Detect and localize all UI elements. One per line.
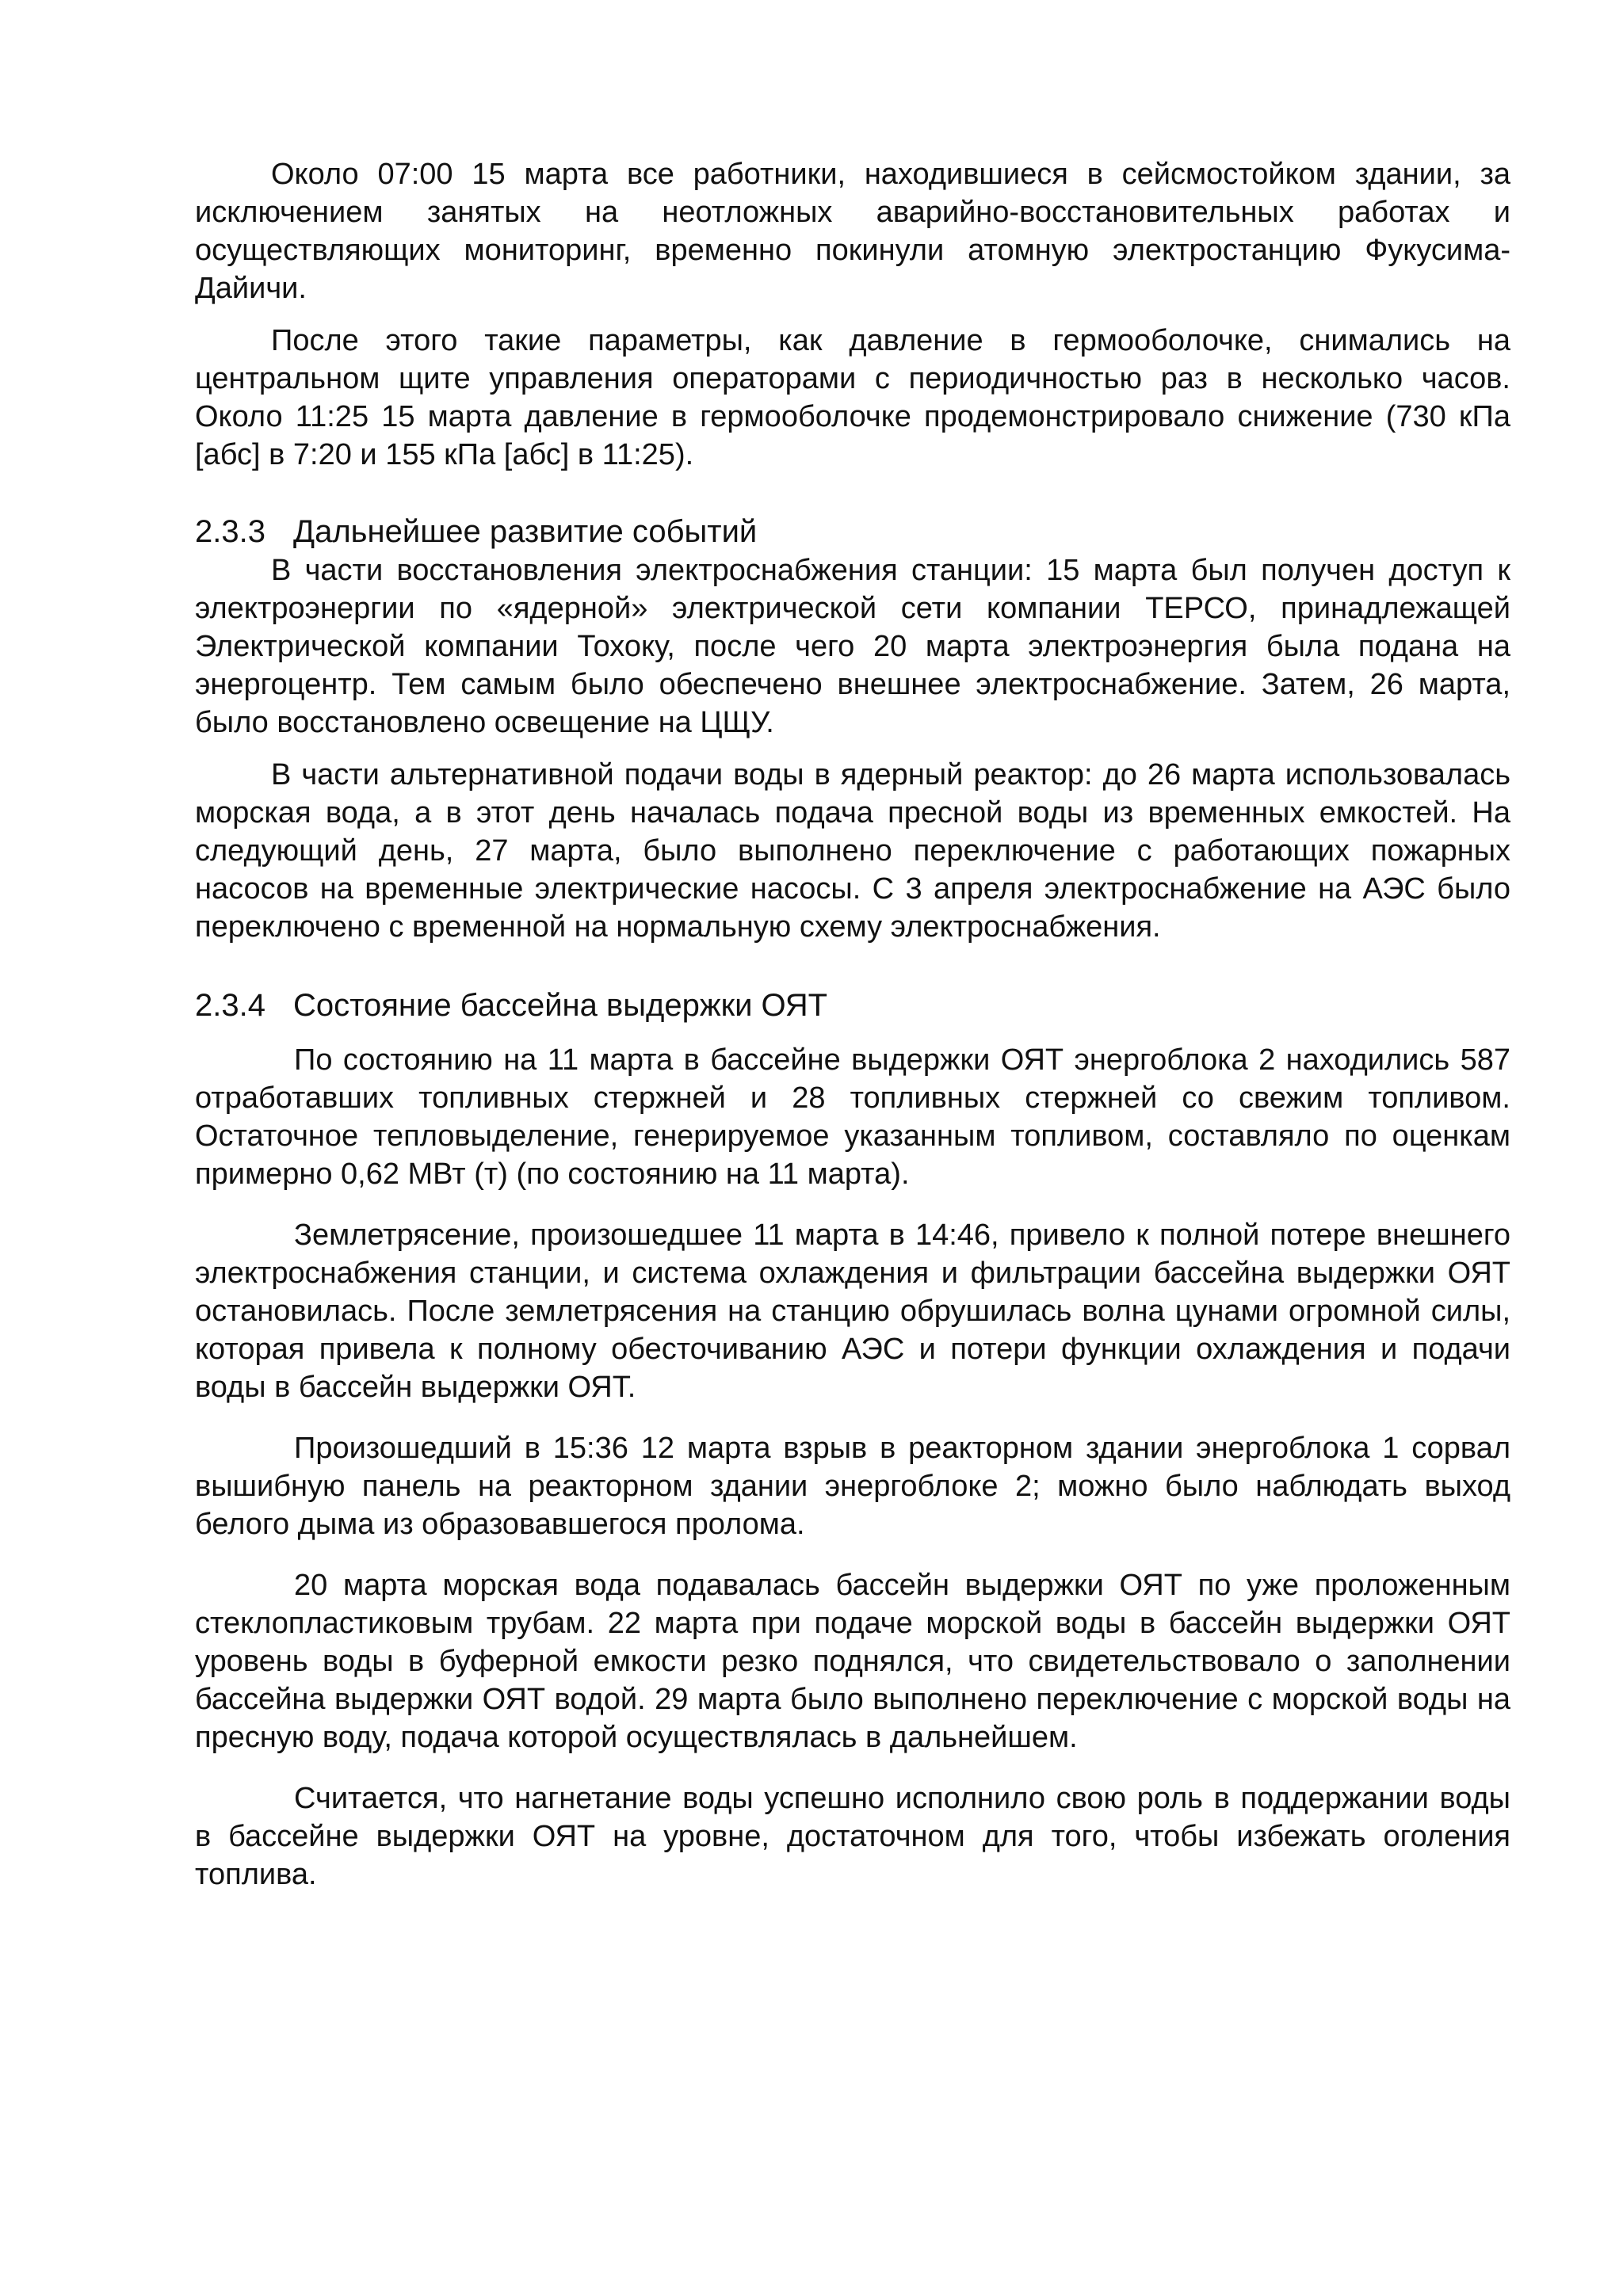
section-number: 2.3.3 bbox=[195, 514, 265, 549]
paragraph-spent-fuel-inventory: По состоянию на 11 марта в бассейне выдержки ОЯТ энергоблока 2 находились 587 отработавших топливных стержней и 28 топливных стержней со свежим топливом. Остаточное тепловыделение, генерируемое указанным топливом, составляло по оценкам примерно 0,62 МВт (т) (по состоянию на 11 марта). bbox=[195, 1043, 1510, 1191]
page-body bbox=[195, 155, 1510, 1894]
section-heading-2-3-4 bbox=[195, 986, 1510, 1025]
section-heading-2-3-3 bbox=[195, 512, 1510, 551]
paragraph-explosion: Произошедший в 15:36 12 марта взрыв в реакторном здании энергоблока 1 сорвал вышибную панель на реакторном здании энергоблоке 2; можно было наблюдать выход белого дыма из образовавшегося пролома. bbox=[195, 1432, 1510, 1541]
section-title: Дальнейшее развитие событий bbox=[293, 514, 758, 549]
paragraph-containment-pressure: После этого такие параметры, как давление в гермооболочке, снимались на центральном щите управления операторами с периодичностью раз в несколько часов. Около 11:25 15 марта давление в гермооболочке продемонстрировало снижение (730 кПа [абс] в 7:20 и 155 кПа [абс] в 11:25). bbox=[195, 324, 1510, 471]
section-title: Состояние бассейна выдержки ОЯТ bbox=[293, 988, 828, 1023]
section-number: 2.3.4 bbox=[195, 988, 265, 1023]
paragraph-conclusion: Считается, что нагнетание воды успешно исполнило свою роль в поддержании воды в бассейне выдержки ОЯТ на уровне, достаточном для того, чтобы избежать оголения топлива. bbox=[195, 1782, 1510, 1891]
paragraph-staff-evacuation: Около 07:00 15 марта все работники, находившиеся в сейсмостойком здании, за исключением занятых на неотложных аварийно-восстановительных работах и осуществляющих мониторинг, временно покинули атомную электростанцию Фукусима-Дайичи. bbox=[195, 158, 1510, 305]
paragraph-alternative-water-supply: В части альтернативной подачи воды в ядерный реактор: до 26 марта использовалась морская вода, а в этот день началась подача пресной воды из временных емкостей. На следующий день, 27 марта, было выполнено переключение с работающих пожарных насосов на временные электрические насосы. С 3 апреля электроснабжение на АЭС было переключено с временной на нормальную схему электроснабжения. bbox=[195, 758, 1510, 944]
paragraph-earthquake-impact: Землетрясение, произошедшее 11 марта в 14:46, привело к полной потере внешнего электроснабжения станции, и система охлаждения и фильтрации бассейна выдержки ОЯТ остановилась. После землетрясения на станцию обрушилась волна цунами огромной силы, которая привела к полному обесточиванию АЭС и потери функции охлаждения и подачи воды в бассейн выдержки ОЯТ. bbox=[195, 1219, 1510, 1404]
paragraph-seawater-injection: 20 марта морская вода подавалась бассейн выдержки ОЯТ по уже проложенным стеклопластиковым трубам. 22 марта при подаче морской воды в бассейн выдержки ОЯТ уровень воды в буферной емкости резко поднялся, что свидетельствовало о заполнении бассейна выдержки ОЯТ водой. 29 марта было выполнено переключение с морской воды на пресную воду, подача которой осуществлялась в дальнейшем. bbox=[195, 1569, 1510, 1754]
paragraph-power-restoration: В части восстановления электроснабжения станции: 15 марта был получен доступ к электроэнергии по «ядерной» электрической сети компании ТЕРСО, принадлежащей Электрической компании Тохоку, после чего 20 марта электроэнергия была подана на энергоцентр. Тем самым было обеспечено внешнее электроснабжение. Затем, 26 марта, было восстановлено освещение на ЦЩУ. bbox=[195, 554, 1510, 739]
